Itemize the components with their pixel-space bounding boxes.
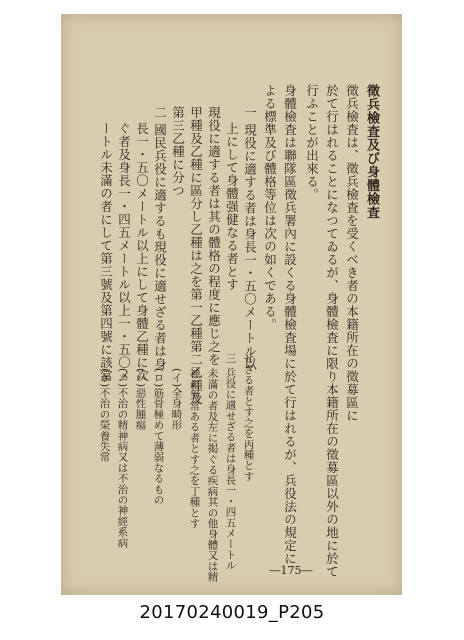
text-column: 未滿の者及左に掲ぐる疾病其の他身體又は精 bbox=[206, 368, 219, 582]
text-column: 於て行はれることになつてゐるが、身體檢査に限り本籍所在の徵募區以外の地に於て bbox=[324, 84, 340, 578]
page-number: ―175― bbox=[269, 564, 313, 577]
image-caption: 20170240019_P205 bbox=[139, 602, 325, 623]
text-column: 神の異常ある者とす之を丁種とす bbox=[188, 368, 201, 529]
text-column: 長一・五〇メートル以上にして身體乙種に次 bbox=[134, 122, 150, 382]
text-column: (ハ)惡性腫瘍 bbox=[134, 368, 147, 431]
text-column: ぐ者及身長一・四五メートル以上一・五〇メ bbox=[116, 122, 132, 382]
document-page bbox=[61, 14, 402, 595]
text-column: 二 國民兵役に適するも現役に適せざる者は身 bbox=[152, 106, 168, 371]
text-column: 現役に適する者は其の體格の程度に應じ之を bbox=[206, 106, 222, 366]
text-column: 行ふことが出來る。 bbox=[304, 84, 320, 201]
text-column: 三 兵役に適せざる者は身長一・四五メートル bbox=[224, 353, 237, 571]
text-column: (ホ)不治の榮養失常 bbox=[98, 368, 111, 463]
text-column: (ロ)筋骨極めて薄弱なるもの bbox=[152, 368, 165, 505]
text-column: 徵兵檢査は、徵兵檢査を受くべき者の本籍所在の徵募區に bbox=[344, 84, 360, 422]
text-column: よる標準及び體格等位は次の如くである。 bbox=[262, 84, 278, 331]
text-column: ートル未滿の者にして第三號及第四號に該當 bbox=[98, 122, 114, 382]
text-column: 身體檢査は聯隊區徵兵署內に設くる身體檢査場に於て行はれるが、兵役法の規定に bbox=[282, 84, 298, 565]
text-column: (ニ)不治の精神病又は不治の神經系病 bbox=[116, 368, 129, 548]
text-column: 一 現役に適する者は身長一・五〇メートル以 bbox=[242, 106, 258, 371]
text-column: 上にして身體强健なる者とす bbox=[224, 122, 240, 291]
text-column: せざる者とす之を丙種とす bbox=[242, 353, 255, 482]
text-column: (イ)全身畸形 bbox=[170, 368, 183, 431]
text-column: 甲種及乙種に區分し乙種は之を第一乙種第二乙種及 bbox=[188, 106, 204, 405]
section-heading: 徵兵檢査及び身體檢査 bbox=[364, 84, 379, 219]
text-column: 第三乙種に分つ bbox=[170, 106, 186, 197]
